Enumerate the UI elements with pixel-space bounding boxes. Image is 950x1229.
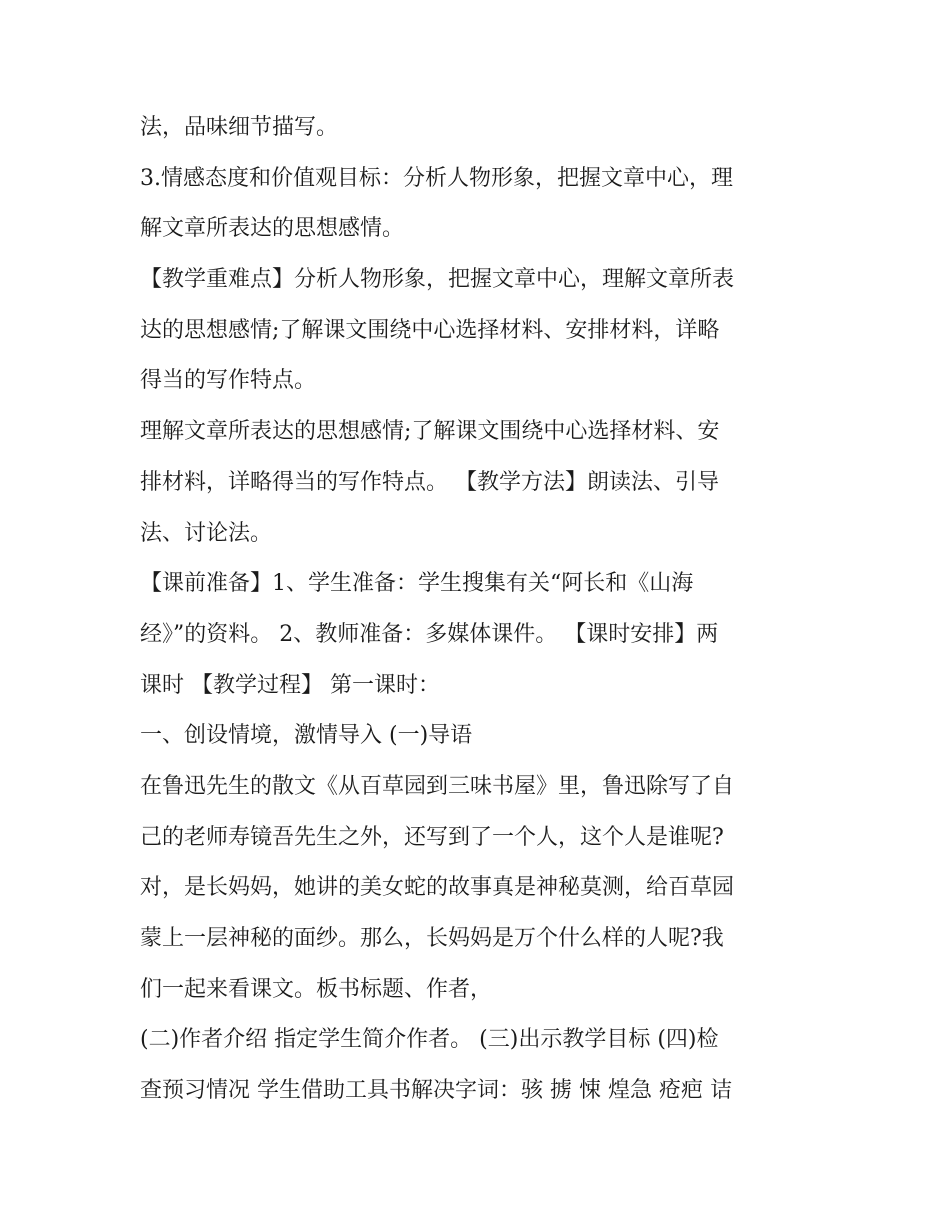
text-line: 们一起来看课文。板书标题、作者， xyxy=(140,976,493,1002)
text-line: 解文章所表达的思想感情。 xyxy=(140,216,405,242)
text-line: 【教学重难点】分析人物形象，把握文章中心，理解文章所表 xyxy=(140,267,735,293)
text-line: 达的思想感情;了解课文围绕中心选择材料、安排材料，详略 xyxy=(140,317,720,343)
text-line: 经》”的资料。 2、教师准备：多媒体课件。 【课时安排】两 xyxy=(140,621,719,647)
document-body xyxy=(140,103,820,1117)
text-line: 查预习情况 学生借助工具书解决字词：骇 掳 悚 煌急 疮疤 诘 xyxy=(140,1078,732,1104)
text-line: 在鲁迅先生的散文《从百草园到三味书屋》里，鲁迅除写了自 xyxy=(140,773,735,799)
text-line: 一、创设情境，激情导入 (一)导语 xyxy=(140,723,473,749)
text-line: 对，是长妈妈，她讲的美女蛇的故事真是神秘莫测，给百草园 xyxy=(140,875,735,901)
text-line: 3.情感态度和价值观目标：分析人物形象，把握文章中心，理 xyxy=(140,165,733,191)
text-line: 法，品味细节描写。 xyxy=(140,115,339,140)
text-line: 己的老师寿镜吾先生之外，还写到了一个人，这个人是谁呢? xyxy=(140,824,724,850)
text-line: 法、讨论法。 xyxy=(140,520,273,546)
text-line: 得当的写作特点。 xyxy=(140,368,317,394)
text-line: 理解文章所表达的思想感情;了解课文围绕中心选择材料、安 xyxy=(140,419,720,445)
text-line: (二)作者介绍 指定学生简介作者。 (三)出示教学目标 (四)检 xyxy=(140,1027,719,1053)
text-line: 蒙上一层神秘的面纱。那么，长妈妈是万个什么样的人呢?我 xyxy=(140,926,724,951)
text-line: 课时 【教学过程】 第一课时： xyxy=(140,672,440,698)
text-line: 【课前准备】1、学生准备：学生搜集有关“阿长和《山海 xyxy=(140,571,694,597)
text-line: 排材料，详略得当的写作特点。 【教学方法】朗读法、引导 xyxy=(140,469,719,495)
